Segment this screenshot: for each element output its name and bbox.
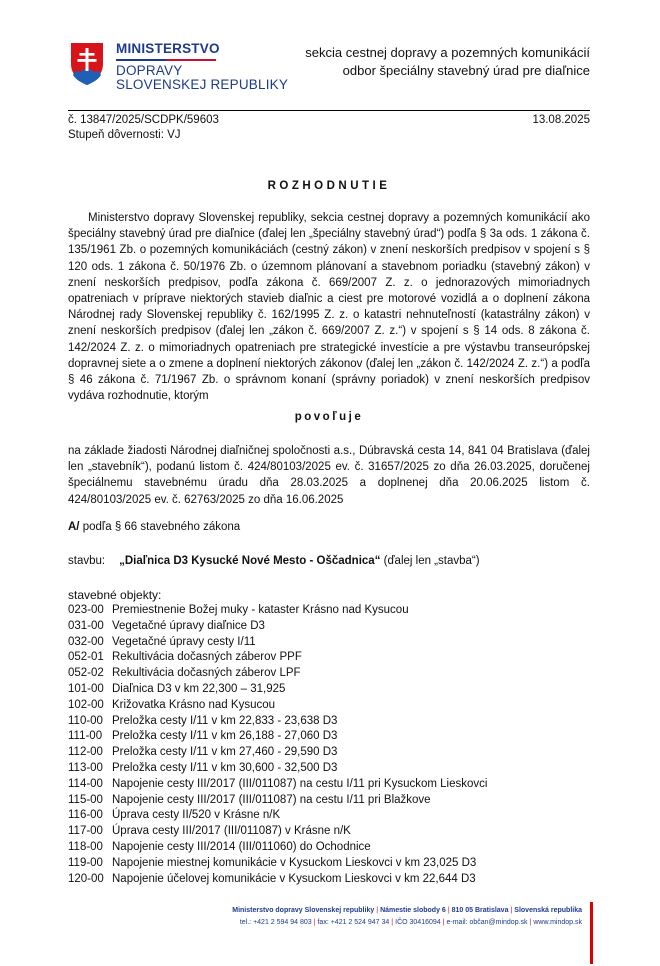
list-item — [68, 650, 487, 666]
list-item — [68, 793, 487, 809]
object-name: Preložka cesty I/11 v km 22,833 - 23,638 D3 — [112, 714, 338, 727]
object-name: Križovatka Krásno nad Kysucou — [112, 698, 276, 711]
object-name: Napojenie cesty III/2017 (III/011087) na cestu I/11 pri Blažkove — [112, 793, 431, 806]
page-footer — [210, 905, 582, 929]
logo-divider — [116, 59, 216, 61]
confidentiality-level: Stupeň dôvernosti: VJ — [68, 129, 181, 141]
object-name: Napojenie cesty III/2017 (III/011087) na cestu I/11 pri Kysuckom Lieskovci — [112, 777, 488, 790]
object-code: 120-00 — [68, 872, 104, 885]
construction-name: „Diaľnica D3 Kysucké Nové Mesto - Oščadnica“ — [119, 555, 381, 567]
list-item — [68, 745, 487, 761]
construction-label: stavbu: — [68, 555, 106, 567]
department-section: sekcia cestnej dopravy a pozemných komunikácií — [305, 45, 590, 60]
section-a — [68, 521, 240, 533]
department-office: odbor špeciálny stavebný úrad pre diaľnice — [342, 63, 590, 78]
footer-accent-bar — [590, 902, 593, 964]
department-heading — [305, 44, 590, 80]
object-name: Úprava cesty III/2017 (III/011087) v Krásne n/K — [112, 825, 351, 838]
intro-paragraph: Ministerstvo dopravy Slovenskej republiky, sekcia cestnej dopravy a pozemných komunikácií ako špeciálny stavebný úrad pre diaľnice (ďalej len „špeciálny stavebný úrad“) podľa § 3a ods. 1 zákona č. 135/1961 Zb. o pozemných komunikáciách (cestný zákon) v znení neskorších predpisov v spojení s § 120 ods. 1 zákona č. 50/1976 Zb. o územnom plánovaní a stavebnom poriadku (stavebný zákon) v znení neskorších predpisov, podľa zákona č. 669/2007 Z. z. o jednorazových mimoriadnych opatreniach v príprave niektorých stavieb diaľnic a ciest pre motorové vozidlá a o doplnení zákona Národnej rady Slovenskej republiky č. 162/1995 Z. z. o katastri nehnuteľností (katastrálny zákon) v znení neskorších predpisov (ďalej len „zákon č. 669/2007 Z. z.“) v spojení s § 14 ods. 8 zákona č. 142/2024 Z. z. o mimoriadnych opatreniach pre strategické investície a pre výstavbu transeurópskej dopravnej siete a o zmene a doplnení niektorých zákonov (ďalej len „zákon č. 142/2024 Z. z.“) a podľa § 46 zákona č. 71/1967 Zb. o správnom konaní (správny poriadok) v znení neskorších predpisov vydáva rozhodnutie, ktorým — [68, 212, 590, 403]
construction-suffix: (ďalej len „stavba“) — [380, 555, 480, 567]
logo-line-dopravy: DOPRAVY — [116, 62, 183, 78]
object-code: 113-00 — [68, 761, 103, 774]
decision-word: povoľuje — [294, 411, 364, 423]
object-name: Preložka cesty I/11 v km 26,188 - 27,060 D3 — [112, 730, 338, 743]
footer-phone: tel.: +421 2 594 94 803 — [239, 919, 312, 926]
object-name: Napojenie miestnej komunikácie v Kysuckom Lieskovci v km 23,025 D3 — [112, 856, 477, 869]
list-item — [68, 872, 487, 888]
section-a-label: A/ — [68, 521, 80, 533]
document-title: ROZHODNUTIE — [267, 180, 391, 192]
list-item — [68, 824, 487, 840]
construction-line — [68, 555, 480, 567]
object-code: 052-02 — [68, 667, 104, 680]
object-name: Napojenie cesty III/2014 (III/011060) do Ochodnice — [112, 840, 371, 853]
list-item — [68, 635, 487, 651]
list-item — [68, 698, 487, 714]
list-item — [68, 682, 487, 698]
object-name: Preložka cesty I/11 v km 27,460 - 29,590 D3 — [112, 746, 338, 759]
list-item — [68, 603, 487, 619]
object-name: Rekultivácia dočasných záberov PPF — [112, 651, 302, 664]
object-name: Vegetačné úpravy cesty I/11 — [112, 635, 256, 648]
document-meta — [68, 113, 590, 143]
object-code: 112-00 — [68, 746, 103, 759]
list-item — [68, 729, 487, 745]
list-item — [68, 761, 487, 777]
footer-contact-line: tel.: +421 2 594 94 803 | fax: +421 2 524 947 34 | IČO 30416094 | e-mail: občan@mindop.sk | www.mindop.sk — [239, 919, 582, 926]
list-item — [68, 777, 487, 793]
footer-address-line: Ministerstvo dopravy Slovenskej republiky | Námestie slobody 6 | 810 05 Bratislava | Slovenská republika — [232, 907, 582, 914]
logo-line-republiky: SLOVENSKEJ REPUBLIKY — [116, 77, 289, 92]
request-paragraph: na základe žiadosti Národnej diaľničnej spoločnosti a.s., Dúbravská cesta 14, 841 04 Bratislava (ďalej len „stavebník“), podanú listom č. 424/80103/2025 ev. č. 31657/2025 zo dňa 26.03.2025, doručenej špeciálnemu stavebnému úradu dňa 28.03.2025 a doplnenej dňa 20.06.2025 listom č. 424/80103/2025 ev. č. 62763/2025 zo dňa 16.06.2025 — [68, 445, 590, 506]
slovak-coat-of-arms-icon — [70, 42, 104, 86]
object-code: 111-00 — [68, 730, 103, 743]
list-item — [68, 714, 487, 730]
section-a-text: podľa § 66 stavebného zákona — [79, 521, 241, 533]
footer-street: Námestie slobody 6 — [380, 907, 446, 914]
list-item — [68, 619, 487, 635]
object-name: Napojenie účelovej komunikácie v Kysuckom Lieskovci v km 22,644 D3 — [112, 872, 476, 885]
object-code: 117-00 — [68, 825, 103, 838]
reference-number: č. 13847/2025/SCDPK/59603 — [68, 114, 219, 126]
object-code: 101-00 — [68, 682, 104, 695]
object-code: 115-00 — [68, 793, 103, 806]
document-date: 13.08.2025 — [532, 114, 590, 126]
footer-fax: fax: +421 2 524 947 34 — [317, 919, 390, 926]
logo-text — [116, 42, 288, 92]
object-code: 052-01 — [68, 651, 104, 664]
object-name: Preložka cesty I/11 v km 30,600 - 32,500 D3 — [112, 761, 338, 774]
list-item — [68, 840, 487, 856]
object-name: Premiestnenie Božej muky - kataster Krásno nad Kysucou — [112, 604, 409, 616]
object-code: 119-00 — [68, 856, 103, 869]
header-divider — [68, 110, 590, 111]
construction-objects-list — [68, 603, 487, 887]
object-code: 116-00 — [68, 809, 103, 822]
object-name: Úprava cesty II/520 v Krásne n/K — [112, 809, 281, 822]
list-item — [68, 808, 487, 824]
object-code: 114-00 — [68, 777, 103, 790]
footer-city: 810 05 Bratislava — [451, 907, 509, 914]
footer-email-link[interactable]: e-mail: občan@mindop.sk — [446, 919, 528, 926]
footer-website-link[interactable]: www.mindop.sk — [533, 919, 582, 926]
list-item — [68, 666, 487, 682]
object-code: 023-00 — [68, 604, 104, 616]
object-name: Diaľnica D3 v km 22,300 – 31,925 — [112, 682, 286, 695]
logo-line-ministerstvo: MINISTERSTVO — [116, 41, 220, 56]
object-code: 118-00 — [68, 840, 103, 853]
list-item — [68, 856, 487, 872]
object-code: 110-00 — [68, 714, 103, 727]
objects-label: stavebné objekty: — [68, 588, 162, 602]
object-name: Vegetačné úpravy diaľnice D3 — [112, 619, 265, 632]
object-code: 031-00 — [68, 619, 104, 632]
object-code: 102-00 — [68, 698, 104, 711]
footer-ministry-name: Ministerstvo dopravy Slovenskej republiky — [232, 907, 375, 914]
object-code: 032-00 — [68, 635, 104, 648]
ministry-logo — [70, 42, 288, 92]
object-name: Rekultivácia dočasných záberov LPF — [112, 667, 301, 680]
footer-country: Slovenská republika — [514, 907, 582, 914]
footer-ico: IČO 30416094 — [395, 919, 441, 926]
